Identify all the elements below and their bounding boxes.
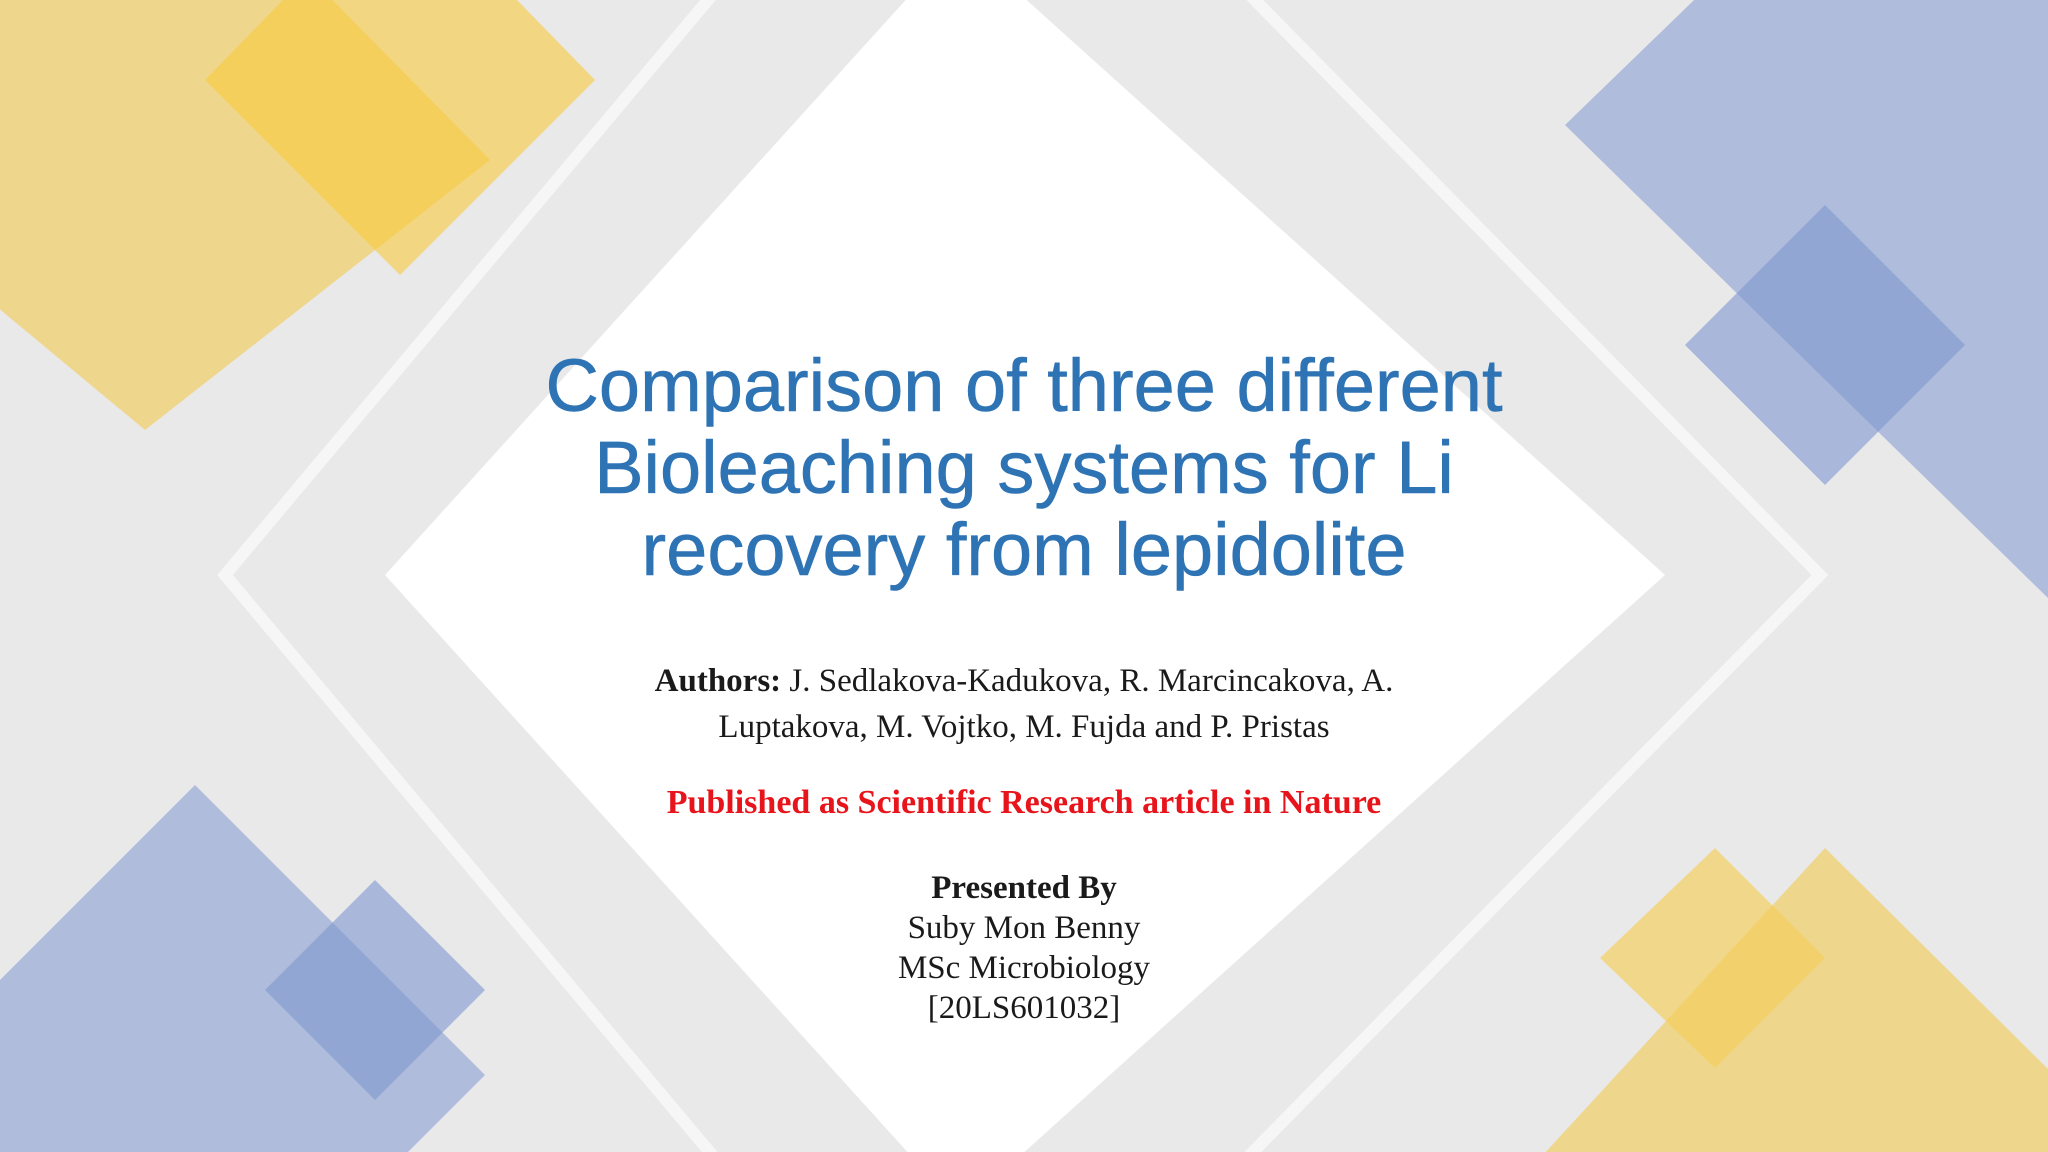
presenter-heading: Presented By	[931, 870, 1117, 906]
title-line-2: Bioleaching systems for Li	[594, 426, 1454, 509]
title-line-1: Comparison of three different	[545, 344, 1503, 427]
authors-block	[524, 658, 1524, 750]
presenter-id: [20LS601032]	[927, 990, 1121, 1026]
slide-title	[424, 345, 1624, 591]
presenter-name: Suby Mon Benny	[907, 910, 1141, 946]
title-line-3: recovery from lepidolite	[641, 508, 1407, 591]
publication-note: Published as Scientific Research article in Nature	[666, 784, 1382, 821]
authors-label: Authors:	[654, 663, 782, 699]
authors-line-2: Luptakova, M. Vojtko, M. Fujda and P. Pristas	[718, 709, 1330, 745]
authors-names-1: J. Sedlakova-Kadukova, R. Marcincakova, A.	[781, 663, 1394, 699]
presenter-block	[624, 868, 1424, 1028]
authors-line-1	[524, 658, 1524, 704]
presenter-program: MSc Microbiology	[897, 950, 1151, 986]
